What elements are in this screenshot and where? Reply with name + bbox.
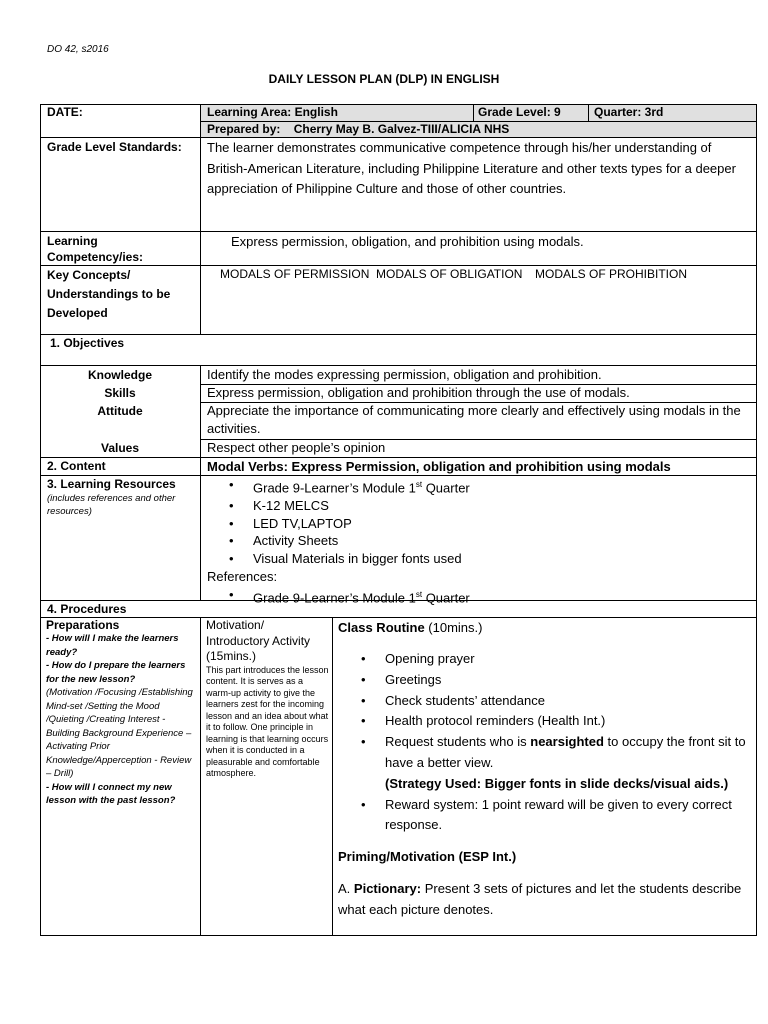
skills-text: Express permission, obligation and prohibition through the use of modals. bbox=[207, 385, 630, 400]
procedures-heading: 4. Procedures bbox=[47, 602, 127, 616]
motivation-column bbox=[206, 618, 330, 780]
resource-item-2: • K-12 MELCS bbox=[253, 497, 752, 515]
resource-item-1: • Grade 9-Learner’s Module 1st Quarter bbox=[253, 476, 752, 497]
quarter: Quarter: 3rd bbox=[594, 105, 664, 119]
motivation-description: This part introduces the lesson content. It is serves as a warm-up activity to give the learners zest for the incoming lesson and an idea about what it to follow. One principle in learning is that learning occurs when it is conducted in a pleasurable and comfortable atmosphere. bbox=[206, 664, 329, 778]
reference-item-1: • Grade 9-Learner’s Module 1st Quarter bbox=[253, 586, 752, 607]
objectives-heading: 1. Objectives bbox=[50, 336, 125, 350]
learning-area: Learning Area: English bbox=[207, 105, 338, 119]
routine-item-2: • Greetings bbox=[385, 670, 752, 691]
attitude-text: Appreciate the importance of communicating more clearly and effectively using modals in the activities. bbox=[207, 403, 741, 436]
resource-item-4: • Activity Sheets bbox=[253, 532, 752, 550]
key-concept-3: MODALS OF PROHIBITION bbox=[535, 267, 688, 281]
class-routine-title: Class Routine bbox=[338, 620, 425, 635]
prepared-by-value: Cherry May B. Galvez-TIII/ALICIA NHS bbox=[293, 122, 510, 136]
document-code: DO 42, s2016 bbox=[47, 44, 109, 55]
competency-label bbox=[47, 233, 143, 265]
preparations-note: (Motivation /Focusing /Establishing Mind-set /Setting the Mood /Quieting /Creating Interest - Building Background Experience – Activating Prior Knowledge/Apperception - Review – Drill) bbox=[46, 687, 193, 779]
key-concepts-label bbox=[47, 266, 170, 323]
values-label: Values bbox=[100, 441, 140, 455]
motivation-title: Motivation/ Introductory Activity (15mins.) bbox=[206, 618, 311, 663]
routine-item-3: • Check students’ attendance bbox=[385, 691, 752, 712]
preparations-question-2: - How do I prepare the learners for the new lesson? bbox=[46, 660, 186, 685]
standards-label: Grade Level Standards: bbox=[47, 140, 182, 154]
class-routine-column bbox=[338, 618, 752, 920]
content-label: 2. Content bbox=[47, 459, 106, 473]
grade-level: Grade Level: 9 bbox=[478, 105, 561, 119]
routine-item-6: • Reward system: 1 point reward will be given to every correct response. bbox=[385, 795, 752, 837]
resource-item-5: • Visual Materials in bigger fonts used bbox=[253, 550, 752, 568]
key-concept-1: MODALS OF PERMISSION bbox=[220, 267, 370, 281]
standards-text: The learner demonstrates communicative competence through his/her understanding of British-American Literature, including Philippine Literature and other texts types for a deeper appreciation of Philippine Culture and those of other countries. bbox=[207, 140, 736, 196]
skills-label: Skills bbox=[104, 386, 136, 400]
prepared-by-label: Prepared by: bbox=[207, 122, 281, 136]
competency-text: Express permission, obligation, and prohibition using modals. bbox=[231, 234, 584, 249]
values-text: Respect other people’s opinion bbox=[207, 440, 386, 455]
competency-label-line-1: Learning bbox=[47, 234, 98, 248]
strategy-note: (Strategy Used: Bigger fonts in slide decks/visual aids.) bbox=[385, 775, 729, 791]
resources-list bbox=[207, 476, 752, 607]
resources-label: 3. Learning Resources bbox=[47, 477, 176, 491]
key-concept-2: MODALS OF OBLIGATION bbox=[376, 267, 523, 281]
key-concepts-label-line-1: Key Concepts/ bbox=[47, 268, 131, 282]
references-label: References: bbox=[207, 568, 278, 584]
knowledge-text: Identify the modes expressing permission, obligation and prohibition. bbox=[207, 367, 602, 382]
date-label: DATE: bbox=[47, 105, 83, 119]
resource-item-3: • LED TV,LAPTOP bbox=[253, 515, 752, 533]
routine-item-1: • Opening prayer bbox=[385, 649, 752, 670]
preparations-title: Preparations bbox=[46, 618, 120, 632]
preparations-column bbox=[46, 618, 198, 808]
attitude-label: Attitude bbox=[97, 404, 143, 418]
preparations-question-3: - How will I connect my new lesson with the past lesson? bbox=[46, 781, 176, 806]
class-routine-heading bbox=[338, 618, 752, 638]
priming-title: Priming/Motivation (ESP Int.) bbox=[338, 849, 517, 865]
key-concepts-label-line-2: Understandings to be bbox=[47, 287, 171, 301]
routine-item-5: • Request students who is nearsighted to occupy the front sit to have a better view. (Strategy Used: Bigger fonts in slide decks/visual aids.) bbox=[385, 732, 752, 794]
document-title: DAILY LESSON PLAN (DLP) IN ENGLISH bbox=[268, 72, 500, 86]
prepared-by bbox=[207, 122, 509, 136]
competency-label-line-2: Competency/ies: bbox=[47, 250, 144, 264]
knowledge-label: Knowledge bbox=[87, 368, 152, 382]
preparations-question-1: - How will I make the learners ready? bbox=[46, 633, 179, 658]
class-routine-time: (10mins.) bbox=[424, 620, 483, 635]
resources-note: (includes references and other resources) bbox=[47, 493, 176, 517]
content-text: Modal Verbs: Express Permission, obligation and prohibition using modals bbox=[207, 459, 671, 474]
key-concepts-label-line-3: Developed bbox=[47, 306, 108, 320]
routine-item-4: • Health protocol reminders (Health Int.) bbox=[385, 711, 752, 732]
pictionary-activity: A. Pictionary: Present 3 sets of pictures and let the students describe what each picture denotes. bbox=[338, 881, 742, 917]
